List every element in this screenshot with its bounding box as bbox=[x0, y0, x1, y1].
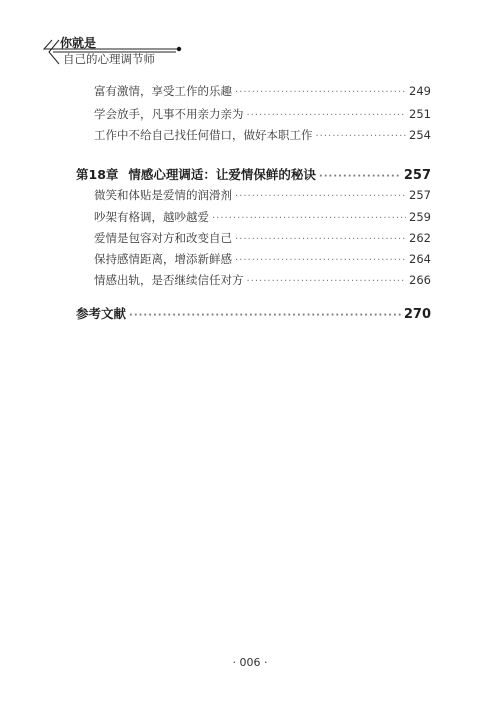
toc-entry-page: 259 bbox=[409, 210, 431, 224]
chapter-heading bbox=[76, 165, 316, 183]
toc-entry[interactable] bbox=[94, 230, 431, 246]
references-page: 270 bbox=[403, 307, 431, 322]
toc-references-entry[interactable] bbox=[76, 304, 431, 322]
toc-entry-page: 264 bbox=[409, 252, 431, 266]
toc-entry-page: 257 bbox=[409, 188, 431, 202]
toc-entry-title: 情感出轨，是否继续信任对方 bbox=[94, 273, 244, 287]
dot-leader bbox=[129, 310, 401, 321]
toc-entry[interactable] bbox=[94, 83, 431, 99]
toc-entry[interactable] bbox=[94, 187, 431, 203]
toc-entry-page: 249 bbox=[409, 84, 431, 98]
toc-entry-title: 保持感情距离，增添新鲜感 bbox=[94, 252, 232, 266]
toc-entry[interactable] bbox=[94, 251, 431, 267]
book-title: 自己的心理调节师 bbox=[63, 52, 155, 66]
dot-leader bbox=[235, 255, 406, 266]
dot-leader bbox=[235, 234, 406, 245]
toc-entry-page: 254 bbox=[409, 128, 431, 142]
dot-leader bbox=[247, 110, 407, 121]
toc-entry-title: 吵架有格调，越吵越爱 bbox=[94, 210, 209, 224]
toc-entry-title: 富有激情，享受工作的乐趣 bbox=[94, 84, 232, 98]
dot-leader bbox=[319, 171, 401, 182]
toc-entry-title: 工作中不给自己找任何借口，做好本职工作 bbox=[94, 128, 313, 142]
toc-chapter-entry[interactable] bbox=[76, 165, 431, 183]
dot-leader bbox=[247, 276, 407, 287]
dot-leader bbox=[235, 87, 406, 98]
dot-leader bbox=[235, 191, 406, 202]
toc-entry-page: 251 bbox=[409, 107, 431, 121]
series-title: 你就是 bbox=[60, 36, 97, 50]
toc-entry-page: 266 bbox=[409, 273, 431, 287]
references-title: 参考文献 bbox=[76, 306, 127, 321]
toc-entry[interactable] bbox=[94, 106, 431, 122]
toc-entry-title: 学会放手，凡事不用亲力亲为 bbox=[94, 107, 244, 121]
chapter-page: 257 bbox=[403, 168, 431, 183]
dot-leader bbox=[316, 131, 407, 142]
toc-entry[interactable] bbox=[94, 127, 431, 143]
chapter-title: 情感心理调适：让爱情保鲜的秘诀 bbox=[128, 167, 316, 182]
toc-entry[interactable] bbox=[94, 209, 431, 225]
toc-entry[interactable] bbox=[94, 272, 431, 288]
dot-leader bbox=[212, 213, 406, 224]
running-header bbox=[0, 0, 500, 70]
toc-entry-title: 爱情是包容对方和改变自己 bbox=[94, 231, 232, 245]
chapter-number: 第18章 bbox=[76, 167, 119, 182]
page-number: · 006 · bbox=[232, 656, 268, 669]
toc-entry-title: 微笑和体贴是爱情的润滑剂 bbox=[94, 188, 232, 202]
toc-entry-page: 262 bbox=[409, 231, 431, 245]
